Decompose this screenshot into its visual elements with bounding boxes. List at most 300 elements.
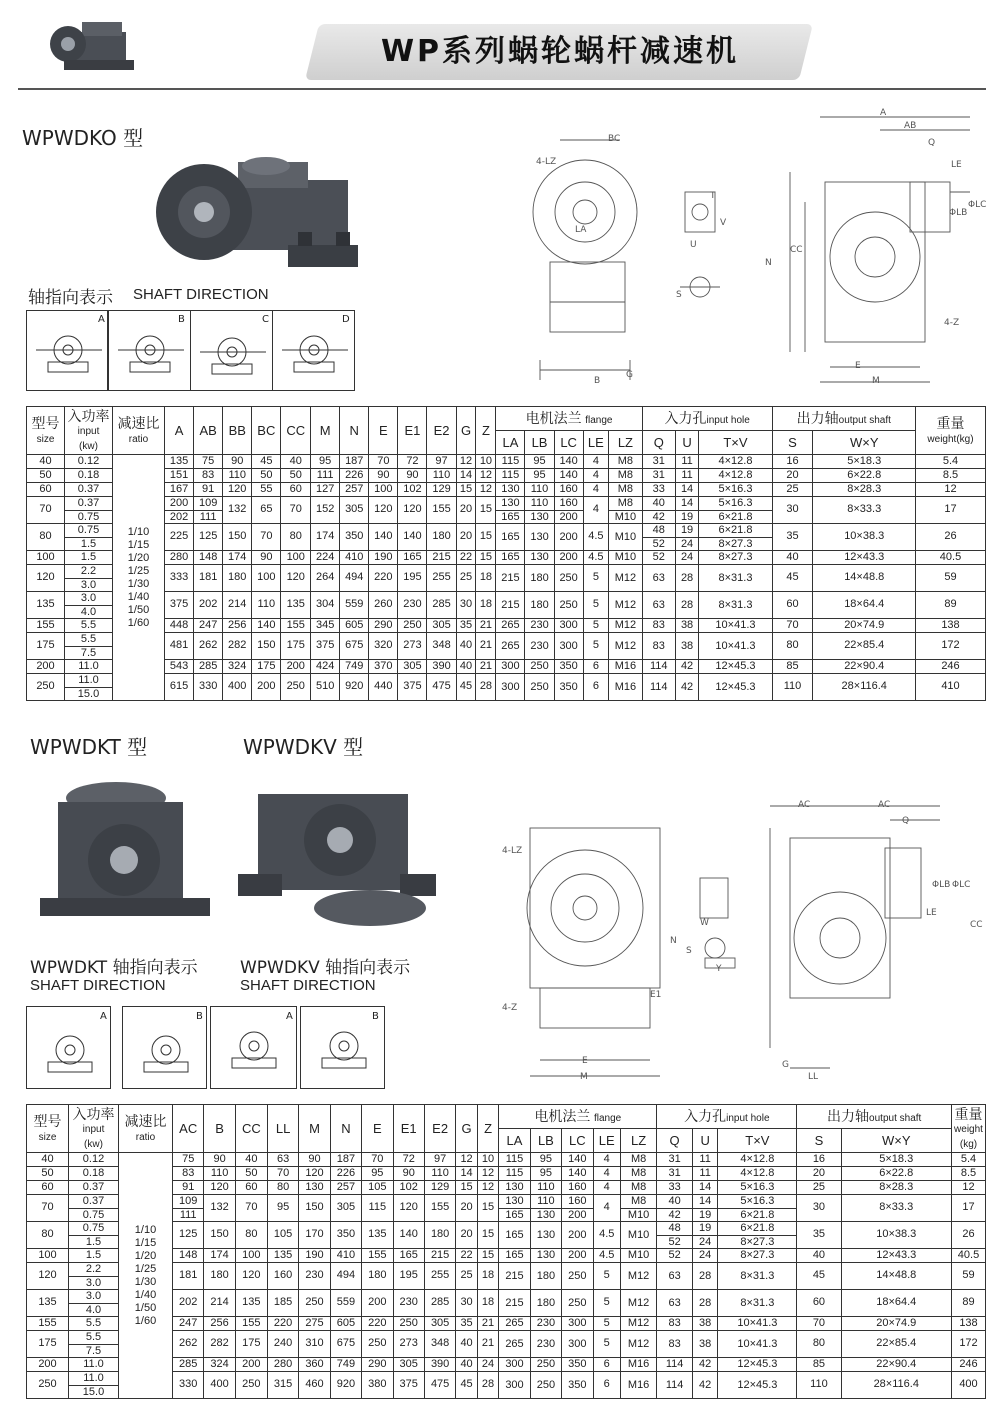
flange-cell: 230 [525, 619, 554, 633]
flange-cell: M8 M10 [609, 497, 643, 524]
weight-cell: 40.5 [952, 1249, 986, 1263]
dimension-cell: 102 [398, 483, 427, 497]
dimension-cell: 83 [194, 469, 223, 483]
column-header-z: Z [476, 407, 496, 455]
input-hole-cell: 4×12.8 [718, 1153, 797, 1167]
input-hole-cell: 4×12.8 [699, 455, 772, 469]
dimension-cell: 320 [369, 633, 398, 660]
flange-cell: 215 [496, 592, 525, 619]
output-shaft-cell: 28×116.4 [841, 1372, 952, 1399]
dim-label-e-2: E [582, 1056, 588, 1066]
input-hole-cell: 12×45.3 [699, 660, 772, 674]
dim-label-w-2: W [700, 918, 709, 928]
wpwdko-dimension-drawing [530, 112, 990, 402]
dimension-cell: 132 [223, 497, 252, 524]
dimension-cell: 224 [311, 551, 340, 565]
dimension-cell: 350 [340, 524, 369, 551]
column-header-cc: CC [281, 407, 311, 455]
dimension-cell: 180 [427, 524, 456, 551]
output-shaft-cell: 60 [797, 1290, 841, 1317]
dimension-cell: 226 [330, 1167, 361, 1181]
flange-cell: 115 [499, 1167, 530, 1181]
input-kw-cell: 3.0 4.0 [69, 1290, 119, 1317]
dimension-cell: 18 [477, 1290, 498, 1317]
input-hole-cell: 8×27.3 [699, 551, 772, 565]
input-kw-cell: 0.75 1.5 [65, 524, 113, 551]
flange-cell: M10 [609, 551, 643, 565]
dim-label-m-2: M [580, 1072, 588, 1082]
column-header-n: N [340, 407, 369, 455]
dimension-cell: 264 [311, 565, 340, 592]
flange-cell: 300 [562, 1317, 593, 1331]
dimension-cell: 605 [330, 1317, 361, 1331]
dimension-cell: 370 [369, 660, 398, 674]
flange-cell: 110 130 [530, 1195, 561, 1222]
model-label-wpwdko: WPWDKO 型 [22, 126, 144, 150]
wpwdkv-reducer-photo [230, 778, 440, 938]
size-cell: 175 [27, 1331, 69, 1358]
dimension-cell: 285 [427, 592, 456, 619]
dim-label-ll-2: LL [808, 1072, 819, 1082]
size-cell: 135 [27, 592, 65, 619]
input-hole-cell: 28 [675, 565, 699, 592]
dimension-cell: 390 [424, 1358, 455, 1372]
column-header-e2: E2 [424, 1105, 455, 1153]
dimension-cell: 315 [267, 1372, 298, 1399]
output-shaft-cell: 30 [772, 497, 813, 524]
weight-cell: 172 [952, 1331, 986, 1358]
flange-cell: M12 [620, 1290, 656, 1317]
dimension-cell: 380 [362, 1372, 393, 1399]
output-shaft-cell: 28×116.4 [813, 674, 916, 701]
table-row [27, 565, 986, 592]
dimension-cell: 45 [252, 455, 281, 469]
dim-label-u-1: U [690, 240, 697, 250]
dimension-cell: 375 [165, 592, 194, 619]
flange-cell: 5 [583, 565, 608, 592]
dimension-cell: 615 [165, 674, 194, 701]
column-header-lz: LZ [609, 431, 643, 455]
input-hole-cell: 42 [675, 674, 699, 701]
dimension-cell: 135 [165, 455, 194, 469]
dimension-cell: 40 [281, 455, 311, 469]
column-header-q: Q [642, 431, 675, 455]
input-hole-cell: 5×16.3 [699, 483, 772, 497]
dimension-cell: 95 [362, 1167, 393, 1181]
dimension-cell: 348 [427, 633, 456, 660]
size-cell: 60 [27, 483, 65, 497]
input-kw-cell: 0.12 [65, 455, 113, 469]
dimension-cell: 195 [393, 1263, 424, 1290]
dimension-cell: 390 [427, 660, 456, 674]
dimension-cell: 110 [427, 469, 456, 483]
size-cell: 250 [27, 1372, 69, 1399]
dimension-cell: 247 [173, 1317, 204, 1331]
dim-label-4lz-1: 4-LZ [536, 157, 557, 167]
dimension-cell: 174 [311, 524, 340, 551]
dim-label-n-2: N [670, 936, 677, 946]
dimension-cell: 25 [456, 565, 476, 592]
output-shaft-cell: 14×48.8 [841, 1263, 952, 1290]
flange-cell: 4 [593, 1195, 620, 1222]
flange-cell: 300 [554, 633, 583, 660]
dimension-cell: 132 [204, 1195, 235, 1222]
flange-cell: 130 [525, 524, 554, 551]
dimension-cell: 675 [330, 1331, 361, 1358]
dimension-cell: 140 [398, 524, 427, 551]
size-cell: 50 [27, 469, 65, 483]
size-cell: 80 [27, 524, 65, 551]
dimension-cell: 20 [456, 497, 476, 524]
flange-cell: M16 [620, 1372, 656, 1399]
flange-cell: 4 [593, 1153, 620, 1167]
weight-cell: 138 [916, 619, 986, 633]
size-cell: 40 [27, 1153, 69, 1167]
flange-cell: 350 [562, 1358, 593, 1372]
dimension-cell: 255 [424, 1263, 455, 1290]
input-kw-cell: 11.0 15.0 [65, 674, 113, 701]
input-hole-cell: 19 24 [692, 1222, 717, 1249]
flange-cell: 215 [499, 1290, 530, 1317]
flange-cell: 160 200 [562, 1195, 593, 1222]
dimension-cell: 155 [427, 497, 456, 524]
input-kw-cell: 1.5 [69, 1249, 119, 1263]
dimension-cell: 675 [340, 633, 369, 660]
flange-cell: 180 [525, 565, 554, 592]
dimension-cell: 150 [252, 633, 281, 660]
flange-cell: 165 [499, 1249, 530, 1263]
flange-cell: 200 [562, 1249, 593, 1263]
dimension-cell: 115 [362, 1195, 393, 1222]
shaft-direction-en-1: SHAFT DIRECTION [133, 286, 269, 303]
dimension-cell: 15 [477, 1249, 498, 1263]
dimension-cell: 240 [267, 1331, 298, 1358]
flange-cell: M8 [609, 469, 643, 483]
table-row [27, 524, 986, 551]
column-header-lb: LB [525, 431, 554, 455]
flange-cell: 250 [530, 1358, 561, 1372]
flange-cell: 265 [496, 633, 525, 660]
input-hole-cell: 10×41.3 [718, 1331, 797, 1358]
flange-cell: 160 [554, 483, 583, 497]
dimension-cell: 262 [194, 633, 223, 660]
output-shaft-cell: 45 [772, 565, 813, 592]
flange-cell: 165 [496, 551, 525, 565]
column-header-m: M [299, 1105, 330, 1153]
column-header-e1: E1 [398, 407, 427, 455]
output-shaft-cell: 18×64.4 [841, 1290, 952, 1317]
shaft-tag-b-3: B [372, 1011, 379, 1022]
flange-cell: 250 [525, 674, 554, 701]
shaft-tag-d-1: D [342, 314, 350, 325]
flange-cell: 5 [583, 619, 608, 633]
input-hole-cell: 31 [642, 469, 675, 483]
dimension-cell: 125 [173, 1222, 204, 1249]
flange-cell: 4 [583, 497, 608, 524]
input-kw-cell: 0.37 0.75 [65, 497, 113, 524]
output-shaft-cell: 10×38.3 [841, 1222, 952, 1249]
dimension-cell: 256 [223, 619, 252, 633]
shaft-tag-a-1: A [98, 314, 105, 325]
dimension-cell: 109 111 [173, 1195, 204, 1222]
flange-cell: 350 [562, 1372, 593, 1399]
dimension-cell: 475 [427, 674, 456, 701]
dimension-cell: 20 [456, 1222, 477, 1249]
dimension-cell: 250 [362, 1331, 393, 1358]
dimension-cell: 305 [398, 660, 427, 674]
dimension-cell: 175 [281, 633, 311, 660]
dimension-cell: 180 [223, 565, 252, 592]
weight-cell: 17 [952, 1195, 986, 1222]
dimension-cell: 65 [252, 497, 281, 524]
dimension-cell: 375 [311, 633, 340, 660]
dimension-cell: 250 [398, 619, 427, 633]
shaft-tag-a-3: A [286, 1011, 293, 1022]
dimension-cell: 80 [281, 524, 311, 551]
dimension-cell: 148 [173, 1249, 204, 1263]
flange-cell: 6 [583, 660, 608, 674]
dim-label-4z-2: 4-Z [502, 1003, 518, 1013]
output-shaft-cell: 70 [797, 1317, 841, 1331]
flange-cell: 165 [499, 1222, 530, 1249]
flange-cell: M10 [609, 524, 643, 551]
weight-cell: 5.4 [916, 455, 986, 469]
shaft-tag-b-1: B [178, 314, 185, 325]
dimension-cell: 14 [456, 469, 476, 483]
flange-cell: M8 [609, 483, 643, 497]
dimension-cell: 152 [311, 497, 340, 524]
dimension-cell: 90 [204, 1153, 235, 1167]
dimension-cell: 170 [299, 1222, 330, 1249]
output-shaft-cell: 60 [772, 592, 813, 619]
output-shaft-cell: 16 [797, 1153, 841, 1167]
table-row [27, 497, 986, 524]
dimension-cell: 305 [330, 1195, 361, 1222]
input-hole-cell: 12×45.3 [718, 1358, 797, 1372]
dimension-cell: 105 [267, 1222, 298, 1249]
flange-cell: 4 [583, 483, 608, 497]
dimension-cell: 72 [393, 1153, 424, 1167]
size-cell: 50 [27, 1167, 69, 1181]
table-row [27, 592, 986, 619]
dimension-cell: 181 [194, 565, 223, 592]
dimension-cell: 21 [477, 1317, 498, 1331]
dimension-cell: 90 [299, 1153, 330, 1167]
input-hole-cell: 6×21.8 8×27.3 [699, 524, 772, 551]
dim-label-bc-1: BC [608, 134, 621, 144]
dimension-cell: 185 [267, 1290, 298, 1317]
column-header-s: S [772, 431, 813, 455]
dimension-cell: 250 [281, 674, 311, 701]
dimension-cell: 135 [267, 1249, 298, 1263]
output-shaft-cell: 40 [772, 551, 813, 565]
dimension-cell: 559 [330, 1290, 361, 1317]
table-row [27, 483, 986, 497]
dimension-cell: 305 [427, 619, 456, 633]
table-row [27, 619, 986, 633]
dimension-cell: 410 [330, 1249, 361, 1263]
dimension-cell: 226 [340, 469, 369, 483]
dim-label-cc-2: CC [970, 920, 983, 930]
column-header-lb: LB [530, 1129, 561, 1153]
weight-cell: 12 [952, 1181, 986, 1195]
flange-cell: 265 [499, 1331, 530, 1358]
input-hole-cell: 28 [675, 592, 699, 619]
input-hole-cell: 14 19 [675, 497, 699, 524]
flange-cell: 95 [525, 469, 554, 483]
input-hole-cell: 14 [692, 1181, 717, 1195]
dimension-cell: 448 [165, 619, 194, 633]
input-hole-cell: 5×16.3 6×21.8 [699, 497, 772, 524]
flange-cell: 130 [530, 1249, 561, 1263]
dimension-cell: 230 [393, 1290, 424, 1317]
dimension-cell: 15 [476, 497, 496, 524]
output-shaft-cell: 25 [797, 1181, 841, 1195]
dim-label-m-1: M [872, 376, 880, 386]
output-shaft-cell: 20 [797, 1167, 841, 1181]
output-shaft-cell: 20 [772, 469, 813, 483]
dimension-cell: 80 [235, 1222, 267, 1249]
dimension-cell: 273 [398, 633, 427, 660]
input-hole-cell: 4×12.8 [718, 1167, 797, 1181]
header-reducer-thumbnail [42, 14, 152, 76]
dimension-cell: 22 [456, 1249, 477, 1263]
dimension-cell: 95 [311, 455, 340, 469]
dimension-cell: 400 [223, 674, 252, 701]
input-hole-cell: 42 [692, 1358, 717, 1372]
dimension-cell: 110 [424, 1167, 455, 1181]
flange-cell: M16 [609, 674, 643, 701]
dimension-cell: 35 [456, 1317, 477, 1331]
dimension-cell: 215 [424, 1249, 455, 1263]
input-hole-cell: 28 [692, 1290, 717, 1317]
input-kw-cell: 5.5 [65, 619, 113, 633]
column-header-cc: CC [235, 1105, 267, 1153]
column-header-bc: BC [252, 407, 281, 455]
table-row [27, 455, 986, 469]
dimension-cell: 21 [477, 1331, 498, 1358]
flange-cell: 160 [562, 1181, 593, 1195]
flange-cell: M12 [620, 1331, 656, 1358]
dimension-cell: 18 [477, 1263, 498, 1290]
dimension-cell: 135 [281, 592, 311, 619]
flange-cell: 115 [496, 455, 525, 469]
dimension-cell: 15 [477, 1222, 498, 1249]
dim-label-cc-1: CC [790, 245, 803, 255]
dimension-cell: 250 [235, 1372, 267, 1399]
dimension-cell: 290 [369, 619, 398, 633]
flange-cell: 6 [593, 1358, 620, 1372]
dimension-cell: 230 [398, 592, 427, 619]
output-shaft-cell: 12×43.3 [841, 1249, 952, 1263]
shaft-direction-diagrams-2 [26, 1006, 386, 1090]
dimension-cell: 155 [281, 619, 311, 633]
dimension-cell: 180 [204, 1263, 235, 1290]
dimension-cell: 348 [424, 1331, 455, 1358]
input-hole-cell: 14 19 [692, 1195, 717, 1222]
input-hole-cell: 8×31.3 [699, 565, 772, 592]
dimension-cell: 100 [235, 1249, 267, 1263]
flange-cell: 4 [593, 1167, 620, 1181]
input-hole-cell: 63 [657, 1290, 693, 1317]
dimension-cell: 90 [223, 455, 252, 469]
dimension-cell: 60 [281, 483, 311, 497]
dim-label-t-1: T [710, 191, 716, 201]
dimension-cell: 273 [393, 1331, 424, 1358]
dimension-cell: 215 [427, 551, 456, 565]
dimension-cell: 167 [165, 483, 194, 497]
dimension-cell: 285 [424, 1290, 455, 1317]
input-hole-cell: 52 [657, 1249, 693, 1263]
output-shaft-cell: 22×90.4 [813, 660, 916, 674]
flange-cell: 5 [593, 1317, 620, 1331]
dimension-cell: 494 [340, 565, 369, 592]
dimension-cell: 40 [235, 1153, 267, 1167]
input-hole-cell: 10×41.3 [699, 619, 772, 633]
column-header-lc: LC [554, 431, 583, 455]
wpwdkt-reducer-photo [28, 778, 218, 938]
table-row [27, 551, 986, 565]
flange-cell: 4.5 [593, 1222, 620, 1249]
dim-label-a-1: A [880, 108, 887, 118]
flange-cell: 215 [496, 565, 525, 592]
dimension-cell: 749 [340, 660, 369, 674]
dimension-cell: 225 [165, 524, 194, 551]
input-hole-cell: 40 42 [642, 497, 675, 524]
flange-cell: 350 [554, 674, 583, 701]
flange-cell: M12 [620, 1263, 656, 1290]
dimension-cell: 12 [477, 1181, 498, 1195]
column-header-e: E [362, 1105, 393, 1153]
input-kw-cell: 1.5 [65, 551, 113, 565]
dim-label-s-2: S [686, 946, 692, 956]
dimension-cell: 257 [330, 1181, 361, 1195]
dimension-cell: 510 [311, 674, 340, 701]
output-shaft-cell: 5×18.3 [813, 455, 916, 469]
dimension-cell: 220 [267, 1317, 298, 1331]
output-shaft-cell: 45 [797, 1263, 841, 1290]
flange-cell: 180 [530, 1263, 561, 1290]
dimension-cell: 290 [362, 1358, 393, 1372]
dimension-cell: 40 [456, 1358, 477, 1372]
dimension-cell: 70 [252, 524, 281, 551]
dim-label-le-1: LE [951, 160, 962, 170]
flange-cell: 95 [525, 455, 554, 469]
input-hole-cell: 83 [657, 1331, 693, 1358]
dimension-cell: 214 [204, 1290, 235, 1317]
dim-label-lc-2: ΦLC [952, 880, 971, 890]
weight-cell: 5.4 [952, 1153, 986, 1167]
input-kw-cell: 0.75 1.5 [69, 1222, 119, 1249]
column-header-a: A [165, 407, 194, 455]
dimension-cell: 305 [340, 497, 369, 524]
dimension-cell: 200 [235, 1358, 267, 1372]
flange-cell: M16 [620, 1358, 656, 1372]
flange-cell: 95 [530, 1167, 561, 1181]
dimension-cell: 24 [477, 1358, 498, 1372]
input-hole-cell: 33 [657, 1181, 693, 1195]
dimension-cell: 40 [456, 633, 476, 660]
dimension-cell: 18 [476, 565, 496, 592]
flange-cell: 130 165 [496, 497, 525, 524]
input-hole-cell: 12×45.3 [718, 1372, 797, 1399]
dimension-cell: 257 [340, 483, 369, 497]
spec-table-wpwdko: 型号 size 入功率 input (kw) 减速比 ratio A AB BB BC CC M N E E1 E2 G Z 电机法兰 flange 入力孔input hole 出力轴output shaft 重量 weight(kg) LA LB LC LE LZ Q U T×V S W×Y 40 0.12 1/10 1/15 1/20 1/25 1/30 1/40 1/50 1/60 135 75 90 45 40 95 187 70 72 97 12 10 115 95 140 4 M8 31 11 4×12.8 16 5×18.3 5.4 50 0.18 151 83 110 50 50 111 226 90 90 110 14 12 115 95 140 4 M8 31 11 4×12.8 20 6×22.8 8.5 60 0.37 167 91 120 55 60 127 257 100 102 129 15 12 130 110 160 4 M8 33 14 5×16.3 25 8×28.3 12 70 0.37 0.75 200 202 109 111 132 65 70 152 305 120 120 155 20 15 130 165 110 130 160 200 4 M8 M10 40 42 14 19 5×16.3 6×21.8 30 8×33.3 17 80 0.75 1.5 225 125 150 70 80 174 350 140 140 180 20 15 165 130 200 4.5 M10 48 52 19 24 6×21.8 8×27.3 35 10×38.3 26 100 1.5 280 148 174 90 100 224 410 190 165 215 22 15 165 130 200 4.5 M10 52 24 8×27.3 40 12×43.3 40.5 120 2.2 3.0 333 181 180 100 120 264 494 220 195 255 25 18 215 180 250 5 M12 63 28 8×31.3 45 14×48.8 59 135 3.0 4.0 375 202 214 110 135 304 559 260 230 285 30 18 215 180 250 5 M12 63 28 8×31.3 60 18×64.4 89 155 5.5 448 247 256 140 155 345 605 290 250 305 35 21 265 230 300 5 M12 83 38 10×41.3 70 20×74.9 138 175 5.5 7.5 481 262 282 150 175 375 675 320 273 348 40 21 265 230 300 5 M12 83 38 10×41.3 80 22×85.4 172 200 11.0 543 285 324 175 200 424 749 370 305 390 40 21 300 250 350 6 M16 114 42 12×45.3 85 22×90.4 246 250 11.0 15.0 615 330 400 200 250 510 920 440 375 475 45 28 300 250 350 6 M16 114 42 12×45.3 110 28×116.4 410 [26, 406, 986, 701]
input-hole-cell: 33 [642, 483, 675, 497]
dimension-cell: 15 [476, 524, 496, 551]
weight-cell: 12 [916, 483, 986, 497]
flange-cell: 5 [593, 1263, 620, 1290]
